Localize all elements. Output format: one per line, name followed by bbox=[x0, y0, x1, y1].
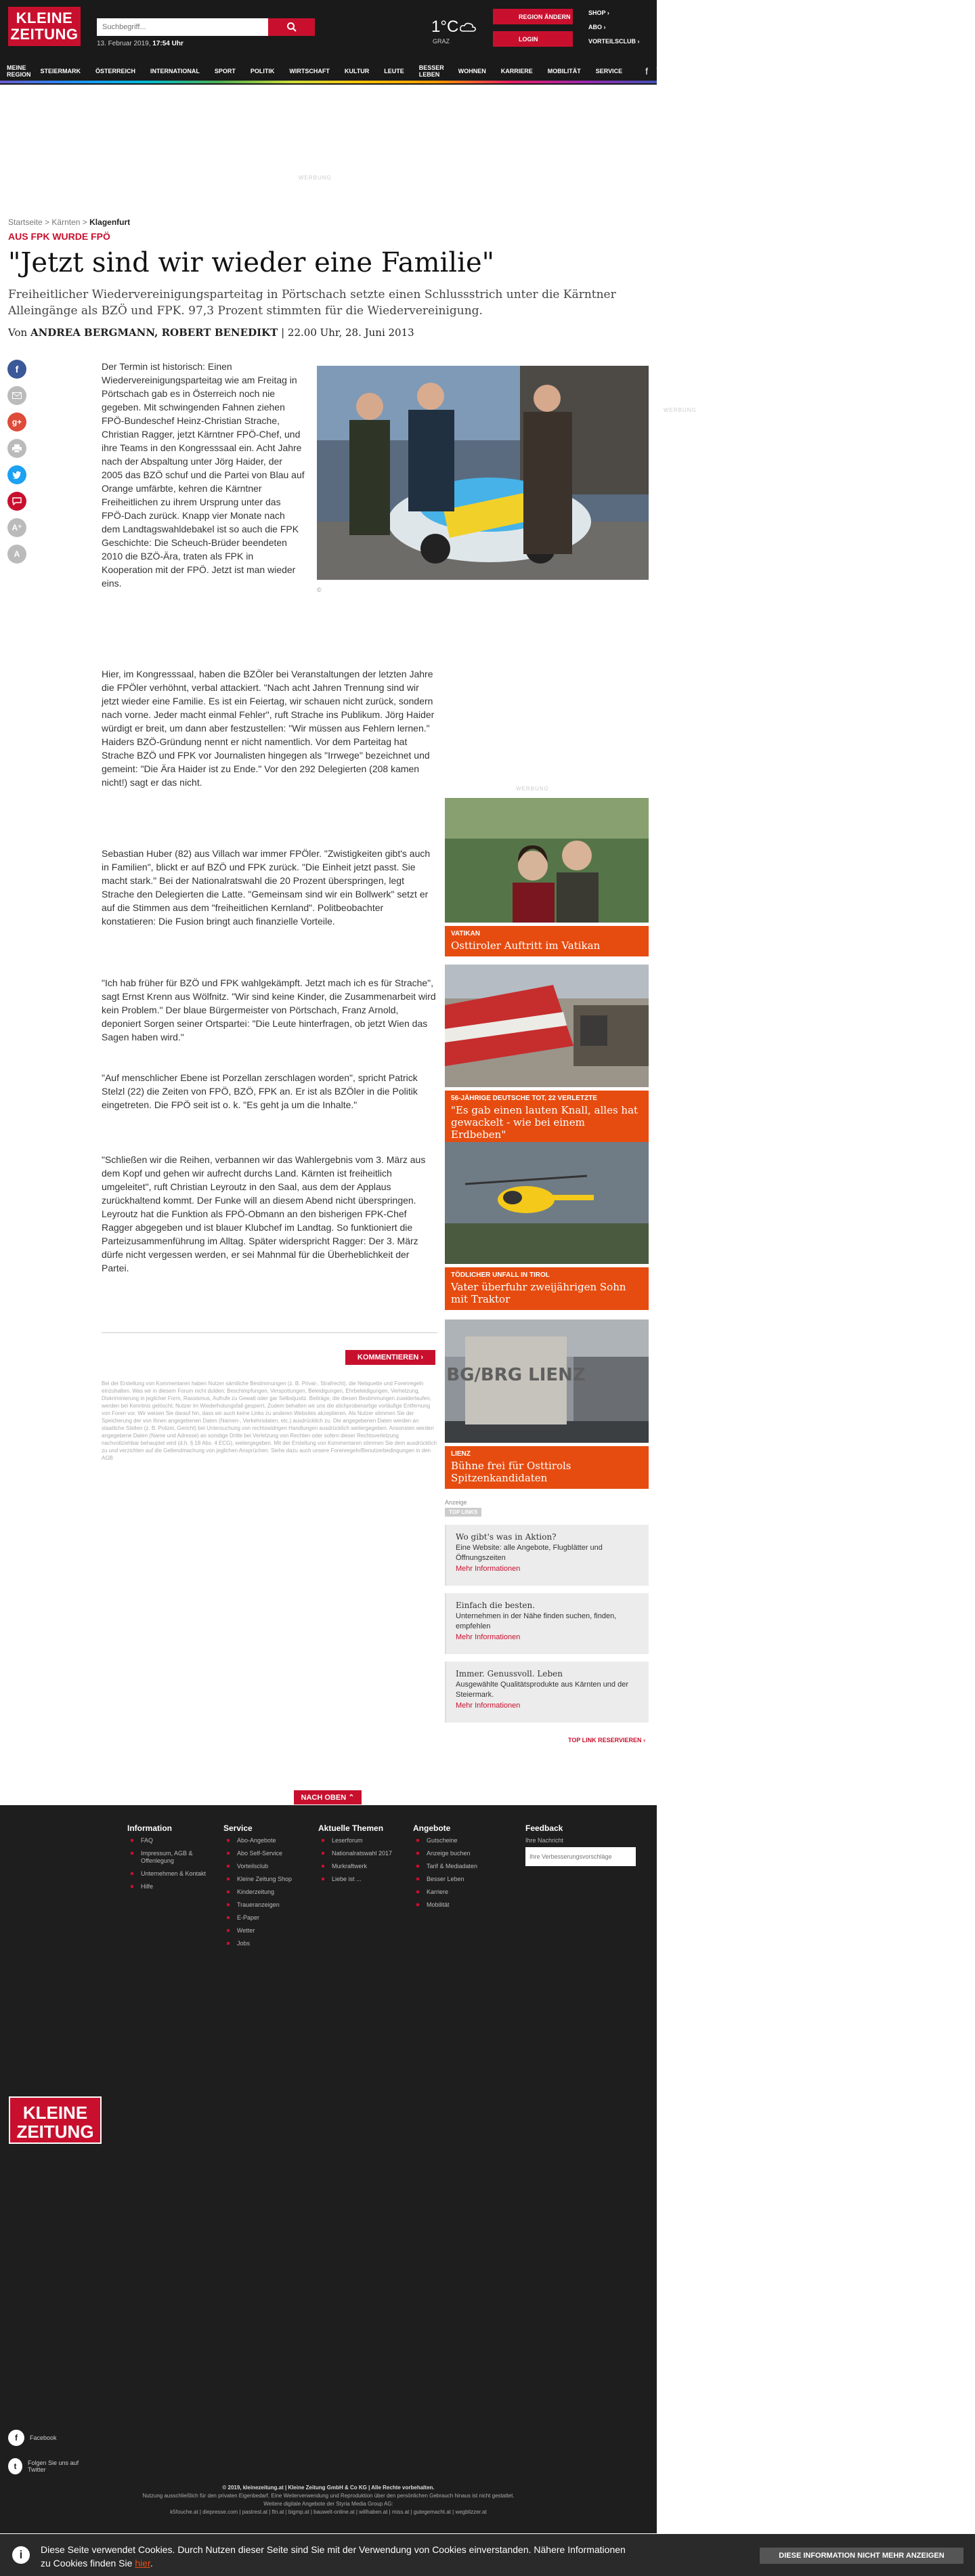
teaser-image-school-sign bbox=[445, 1319, 649, 1443]
site-logo[interactable] bbox=[8, 7, 81, 46]
article-lead: Freiheitlicher Wiedervereinigungsparteitag in Pörtschach setzte einen Schlussstrich unter die Kärntner Alleingänge als BZÖ und FPK. 97,3 Prozent stimmten für die Wiedervereinigung. bbox=[8, 288, 616, 318]
article-paragraph-3: Sebastian Huber (82) aus Villach war immer FPÖler. "Zwistigkeiten gibt's auch in Familien", blickt er auf BZÖ und FPK zurück. "Die Einheit jetzt passt. Sie macht stark." Bei der Nationalratswahl die 20 Prozent überspringen, legt Strache den Delegierten die Latte. "Gemeinsam sind wir ein Bollwerk" setzt er auf die Stimmen aus dem "freiheitlichen Kernland". Politbeobachter konstatieren: Die Fusion bringt auch finanzielle Vorteile. bbox=[102, 848, 431, 927]
nav-service[interactable]: SERVICE bbox=[595, 68, 623, 75]
footer-link[interactable]: Liebe ist ... bbox=[318, 1876, 392, 1883]
article-photo[interactable] bbox=[317, 366, 649, 580]
article-paragraph-1: Der Termin ist historisch: Einen Wiedervereinigungsparteitag wie am Freitag in Pörtschach gab es in Österreich noch nie gegeben. Mit schwingenden Fahnen ziehen FPÖ-Bundeschef Heinz-Christian Strache, Christian Ragger, jetzt Kärntner FPÖ-Chef, und ihre Teams in den Kongresssaal ein. Acht Jahre nach der Abspaltung unter Jörg Haider, der 2005 das BZÖ schuf und die Partei von Blau auf Orange umfärbte, kehren die Kärntner Freiheitlichen zu ihrem Ursprung unter das FPÖ-Dach zurück. Knapp vier Monate nach dem Landtagswahldebakel ist so auch die FPK Geschichte: Die Scheuch-Brüder beendeten 2010 die BZÖ-Ära, traten als FPK in Kooperation mit der FPÖ. Jetzt ist man wieder eins. bbox=[102, 361, 305, 589]
footer-link[interactable]: Abo Self-Service bbox=[223, 1850, 292, 1857]
comment-icon[interactable] bbox=[7, 492, 26, 511]
footer-col-information: Information FAQ Impressum, AGB & Offenlegung Unternehmen & Kontakt Hilfe bbox=[127, 1823, 207, 1890]
nav-oesterreich[interactable]: ÖSTERREICH bbox=[95, 68, 136, 75]
feedback-sublabel: Ihre Nachricht bbox=[525, 1837, 564, 1844]
politicians-photo bbox=[317, 366, 649, 580]
logo-line2: ZEITUNG bbox=[10, 26, 79, 43]
nav-mobilitaet[interactable]: MOBILITÄT bbox=[547, 68, 581, 75]
partner-links[interactable]: k5fouche.at | diepresse.com | pastrest.at | ftn.at | bigmp.at | bauwelt-online.at | willhaben.at | miss.at | gutegemacht.at | wegblizzer.at bbox=[170, 2509, 487, 2515]
font-smaller-icon[interactable]: A bbox=[7, 545, 26, 564]
footer-link[interactable]: Mobilität bbox=[413, 1901, 477, 1909]
teaser-card[interactable] bbox=[445, 1142, 649, 1310]
googleplus-share-icon[interactable]: g+ bbox=[7, 413, 26, 431]
shop-link[interactable]: SHOP › bbox=[588, 9, 609, 16]
logo-line1: KLEINE bbox=[16, 9, 73, 26]
toplink-title: Wo gibt's was in Aktion? bbox=[456, 1532, 557, 1542]
toplinks-badge: TOP LINKS bbox=[445, 1508, 481, 1517]
nav-wirtschaft[interactable]: WIRTSCHAFT bbox=[289, 68, 330, 75]
footer-link[interactable]: Kinderzeitung bbox=[223, 1888, 292, 1896]
nav-leute[interactable]: LEUTE bbox=[384, 68, 404, 75]
nav-politik[interactable]: POLITIK bbox=[250, 68, 275, 75]
nav-besser-leben[interactable]: BESSER LEBEN bbox=[418, 64, 444, 78]
nav-international[interactable]: INTERNATIONAL bbox=[150, 68, 200, 75]
teaser-image-vatikan bbox=[445, 798, 649, 923]
teaser-title: "Es gab einen lauten Knall, alles hat gewackelt - wie bei einem Erdbeben" bbox=[451, 1104, 638, 1141]
teaser-category: LIENZ bbox=[451, 1450, 471, 1458]
abo-link[interactable]: ABO › bbox=[588, 24, 606, 30]
footer-link[interactable]: E-Paper bbox=[223, 1914, 292, 1922]
temperature: 1°C bbox=[431, 18, 459, 36]
site-footer bbox=[0, 1805, 657, 2533]
toplink-box[interactable] bbox=[445, 1525, 649, 1586]
footer-link[interactable]: Tarif & Mediadaten bbox=[413, 1863, 477, 1870]
cookie-banner bbox=[0, 2534, 975, 2576]
ad-label-right: WERBUNG bbox=[664, 407, 697, 413]
whatsapp-icon[interactable] bbox=[675, 65, 685, 77]
nav-wohnen[interactable]: WOHNEN bbox=[458, 68, 486, 75]
article-paragraph-4: "Ich hab früher für BZÖ und FPK wahlgekämpft. Jetzt mach ich es für Strache", sagt Ernst Krenn aus Wölfnitz. "Wir sind keine Kinder, die Zusammenarbeit wird kein Problem." Der blaue Bürgermeister von Pörtschach, Franz Arnold, deponiert Sorgen seiner Ortspartei: "Die Leute hinterfragen, ob jetzt Wien das Sagen haben wird." bbox=[102, 977, 436, 1042]
teaser-card[interactable] bbox=[445, 798, 649, 956]
footer-col-feedback: Feedback Ihre Nachricht bbox=[525, 1823, 564, 1844]
footer-link[interactable]: Anzeige buchen bbox=[413, 1850, 477, 1857]
vorteilsclub-link[interactable]: VORTEILSCLUB › bbox=[588, 38, 640, 45]
teaser-title: Vater überfuhr zweijährigen Sohn mit Traktor bbox=[451, 1281, 626, 1305]
comment-disclaimer: Bei der Erstellung von Kommentaren haben Nutzer sämtliche Bestimmungen (z. B. Privat-, Strafrecht), die Netiquette und Forenregeln einzuhalten. Was wir in diesem Forum nicht dulden: Beschimpfungen, Verspottungen, Beleidigungen, Ehrbeleidigungen, Verhetzung, Diskriminierung in jeglicher Form, Rassismus, Aufrufe zu Gewalt oder gar Selbstjustiz. Beiträge, die diesen Bestimmungen zuwiderlaufen, werden bei Kenntnis gelöscht; Nutzer im Wiederholungsfall gesperrt. Zudem behalten wir uns die stichprobenartige vorläufige Entfernung von Foren vor. Wir weisen Sie darauf hin, dass wir auch keine Links zu anderen Websites akzeptieren. Als Nutzer stimmen Sie der Speicherung der von Ihnen angegebenen Daten (Namen-, Verkehrsdaten, etc.) ausdrücklich zu. Die angegebenen Daten werden an staatliche Stellen (z. B. Polizei, Gericht) bei Untersuchung von rechtswidrigen Handlungen ausdrücklich weitergegeben. Ansonsten werden angegebene Daten (Name und Adresse) an sonstige Dritte bei Verletzung von Rechten oder sofern dieser Rechtsverletzung nachvollziehbar behauptet wird (d.h. § 18 Abs. 4 ECG), weitergegeben. Mit der Erstellung von Kommentaren stimmen Sie dem ausdrücklich zu und verzichten auf die Geltendmachung von jeglichen Ansprüchen. Siehe dazu auch unsere Forenregeln/Benutzerbedingungen in den AGB bbox=[102, 1380, 437, 1461]
toplink-desc: Ausgewählte Qualitätsprodukte aus Kärnten und der Steiermark. bbox=[456, 1681, 628, 1699]
footer-twitter-link[interactable]: t Folgen Sie uns auf Twitter bbox=[8, 2458, 89, 2474]
footer-link[interactable]: Karriere bbox=[413, 1888, 477, 1896]
time-text: 17:54 Uhr bbox=[152, 40, 183, 47]
cloud-icon bbox=[459, 22, 477, 33]
article-byline: Von ANDREA BERGMANN, ROBERT BENEDIKT | 22.00 Uhr, 28. Juni 2013 bbox=[8, 326, 414, 339]
breadcrumb-current[interactable]: Klagenfurt bbox=[89, 217, 131, 227]
teaser-title: Bühne frei für Osttirols Spitzenkandidaten bbox=[451, 1460, 571, 1484]
footer-col-service: Service Abo-Angebote Abo Self-Service Vorteilsclub Kleine Zeitung Shop Kinderzeitung Traueranzeigen E-Paper Wetter Jobs bbox=[223, 1823, 292, 1947]
toplink-title: Einfach die besten. bbox=[456, 1601, 536, 1610]
teaser-card[interactable] bbox=[445, 965, 649, 1145]
footer-link[interactable]: Hilfe bbox=[127, 1883, 206, 1891]
weather-city: GRAZ bbox=[433, 38, 450, 45]
facebook-icon: f bbox=[8, 2430, 24, 2446]
article-paragraph-6: "Schließen wir die Reihen, verbannen wir das Wahlergebnis vom 3. März aus dem Kopf und gehen wir aufrecht durchs Land. Kärnten ist freiheitlich umgeleitet", ruft Christian Leyroutz in den Saal, aus dem der Applaus zurückhaltend kommt. Der Funke will an diesem Abend nicht überspringen. Leyroutz hat die Funktion als FPÖ-Obmann an den bisherigen FPK-Chef Ragger abgegeben und ist blauer Klubchef im Landtag. So funktioniert die Parteizusammenführung im Alltag. Später widerspricht Ragger: Der 3. März dürfe nicht vergessen werden, er sei Mahnmal für die Überheblichkeit der Partei. bbox=[102, 1154, 426, 1273]
nav-karriere[interactable]: KARRIERE bbox=[500, 68, 533, 75]
footer-link[interactable]: Murkraftwerk bbox=[318, 1863, 392, 1870]
share-bar bbox=[7, 360, 26, 571]
toplink-box[interactable] bbox=[445, 1662, 649, 1723]
nav-meine-region[interactable]: MEINE REGION bbox=[7, 64, 31, 78]
search-input[interactable] bbox=[97, 18, 268, 36]
teaser-text bbox=[445, 1091, 649, 1145]
info-icon: i bbox=[12, 2546, 30, 2564]
toplink-reserve-link[interactable]: TOP LINK RESERVIEREN › bbox=[568, 1737, 646, 1744]
footer-link[interactable]: Leserforum bbox=[318, 1837, 392, 1844]
facebook-share-icon[interactable]: f bbox=[7, 360, 26, 379]
toplink-more-link[interactable]: Mehr Informationen bbox=[456, 1633, 521, 1641]
footer-link[interactable]: Impressum, AGB & Offenlegung bbox=[127, 1850, 202, 1865]
toplinks-anzeige-label: Anzeige bbox=[445, 1499, 467, 1506]
footer-link[interactable]: Unternehmen & Kontakt bbox=[127, 1870, 206, 1878]
feedback-input[interactable] bbox=[525, 1847, 636, 1866]
search-icon bbox=[286, 22, 297, 33]
twitter-icon[interactable] bbox=[656, 66, 667, 77]
footer-link[interactable]: FAQ bbox=[127, 1837, 206, 1844]
font-larger-icon[interactable]: A⁺ bbox=[7, 518, 26, 537]
footer-copyright: © 2019, kleinezeitung.at | Kleine Zeitung GmbH & Co KG | Alle Rechte vorbehalten. Nutzung ausschließlich für den privaten Eigenbedarf. Eine Weiterverwendung und Reproduktion über den persönlichen Gebrauch hinaus ist nicht gestattet. Weitere digitale Angebote der Styria Media Group AG: k5fouche.at | diepresse.com | pastrest.at | ftn.at | bigmp.at | bauwelt-online.at | willhaben.at | miss.at | gutegemacht.at | wegblizzer.at bbox=[142, 2485, 515, 2515]
teaser-title: Osttiroler Auftritt im Vatikan bbox=[451, 939, 601, 952]
nav-color-bar bbox=[0, 81, 657, 83]
footer-link[interactable]: Wetter bbox=[223, 1927, 292, 1935]
teaser-text bbox=[445, 1267, 649, 1310]
twitter-icon: t bbox=[8, 2458, 22, 2474]
article-date: | 22.00 Uhr, 28. Juni 2013 bbox=[281, 326, 414, 339]
twitter-share-icon[interactable] bbox=[7, 465, 26, 484]
svg-text:BG/BRG LIENZ: BG/BRG LIENZ bbox=[446, 1365, 586, 1385]
main-nav bbox=[0, 62, 657, 81]
article-title: "Jetzt sind wir wieder eine Familie" bbox=[8, 247, 495, 278]
header-date bbox=[97, 40, 183, 47]
ad-label-sidebar: WERBUNG bbox=[516, 786, 549, 792]
cookie-info-link[interactable]: hier bbox=[135, 2558, 150, 2569]
breadcrumb-home[interactable]: Startseite bbox=[8, 217, 43, 227]
nav-kultur[interactable]: KULTUR bbox=[344, 68, 370, 75]
footer-col-themen: Aktuelle Themen Leserforum Nationalratswahl 2017 Murkraftwerk Liebe ist ... bbox=[318, 1823, 393, 1882]
article-authors: ANDREA BERGMANN, ROBERT BENEDIKT bbox=[30, 326, 278, 339]
weather-widget[interactable] bbox=[431, 18, 459, 45]
article-kicker: AUS FPK WURDE FPÖ bbox=[8, 231, 110, 242]
login-button[interactable]: LOGIN bbox=[493, 31, 573, 47]
article-paragraph-2: Hier, im Kongresssaal, haben die BZÖler bei Veranstaltungen der letzten Jahre die FPÖler verhöhnt, verbal attackiert. "Nach acht Jahren Trennung sind wir jetzt wieder eine Familie. Es ist ein Feiertag, wir schauen nicht zurück, sondern nach vorne. Jeder macht einmal Fehler", ruft Strache ins Publikum. Jörg Haider würdigt er breit, um dann aber festzustellen: "Wir müssen aus Fehlern lernen." Haiders BZÖ-Gründung nennt er nicht namentlich. Vor dem Parteitag hat Strache BZÖ und FPK vor Journalisten hingegen als "Irrwege" bezeichnet und gemeint: "Die Ära Haider ist zu Ende." Vor den 292 Delegierten (208 kamen nicht!) sagt er das nicht. bbox=[102, 669, 435, 788]
toplink-desc: Unternehmen in der Nähe finden suchen, finden, empfehlen bbox=[456, 1612, 617, 1630]
footer-link[interactable]: Traueranzeigen bbox=[223, 1901, 292, 1909]
teaser-image-helicopter bbox=[445, 1142, 649, 1264]
header-links bbox=[588, 9, 640, 52]
teaser-category: VATIKAN bbox=[451, 930, 480, 937]
footer-link[interactable]: Kleine Zeitung Shop bbox=[223, 1876, 292, 1883]
nav-sport[interactable]: SPORT bbox=[214, 68, 236, 75]
toplink-more-link[interactable]: Mehr Informationen bbox=[456, 1702, 521, 1710]
search-button[interactable] bbox=[268, 18, 315, 36]
cookie-dismiss-button[interactable]: DIESE INFORMATION NICHT MEHR ANZEIGEN bbox=[760, 2548, 963, 2564]
breadcrumb-kaernten[interactable]: Kärnten bbox=[51, 217, 81, 227]
article-paragraph-5: "Auf menschlicher Ebene ist Porzellan zerschlagen worden", spricht Patrick Stelzl (22) die Zeiten von FPÖ, BZÖ, FPK an. Er ist als BZÖler in die Politik eingetreten. Die FPÖ seit ist o. k. "Es geht ja um die Inhalte." bbox=[102, 1072, 418, 1110]
back-to-top-button[interactable]: NACH OBEN ⌃ bbox=[294, 1790, 362, 1804]
footer-link[interactable]: Jobs bbox=[223, 1940, 292, 1947]
teaser-category: 56-JÄHRIGE DEUTSCHE TOT, 22 VERLETZTE bbox=[451, 1095, 597, 1102]
teaser-card[interactable] bbox=[445, 1319, 649, 1489]
teaser-category: TÖDLICHER UNFALL IN TIROL bbox=[451, 1271, 550, 1279]
cookie-message: Diese Seite verwendet Cookies. Durch Nutzen dieser Seite sind Sie mit der Verwendung von Cookies einverstanden. Nähere Informationen zu Cookies finden Sie hier. bbox=[41, 2544, 626, 2569]
email-share-icon[interactable] bbox=[7, 386, 26, 405]
nav-steiermark[interactable]: STEIERMARK bbox=[40, 68, 81, 75]
footer-link[interactable]: Nationalratswahl 2017 bbox=[318, 1850, 392, 1857]
breadcrumb: Startseite > Kärnten > Klagenfurt bbox=[8, 217, 131, 227]
toplink-box[interactable] bbox=[445, 1593, 649, 1654]
photo-copyright: © bbox=[317, 587, 322, 593]
teaser-text bbox=[445, 1446, 649, 1489]
teaser-image-train bbox=[445, 965, 649, 1087]
footer-link[interactable]: Besser Leben bbox=[413, 1876, 477, 1883]
facebook-icon[interactable]: f bbox=[645, 66, 648, 77]
ad-label-top: WERBUNG bbox=[299, 175, 332, 181]
print-icon[interactable] bbox=[7, 439, 26, 458]
toplink-title: Immer. Genussvoll. Leben bbox=[456, 1669, 563, 1678]
footer-facebook-link[interactable]: f Facebook bbox=[8, 2430, 57, 2446]
footer-link[interactable]: Vorteilsclub bbox=[223, 1863, 292, 1870]
region-change-button[interactable]: REGION ÄNDERN bbox=[493, 9, 573, 24]
date-text: 13. Februar 2019, bbox=[97, 40, 151, 47]
footer-link[interactable]: Gutscheine bbox=[413, 1837, 477, 1844]
toplink-desc: Eine Website: alle Angebote, Flugblätter und Öffnungszeiten bbox=[456, 1544, 603, 1562]
toplink-more-link[interactable]: Mehr Informationen bbox=[456, 1565, 521, 1573]
footer-link[interactable]: Abo-Angebote bbox=[223, 1837, 292, 1844]
site-header bbox=[0, 0, 657, 85]
footer-logo[interactable]: KLEINE ZEITUNG bbox=[9, 2096, 102, 2144]
footer-col-angebote: Angebote Gutscheine Anzeige buchen Tarif & Mediadaten Besser Leben Karriere Mobilität bbox=[413, 1823, 478, 1908]
teaser-text bbox=[445, 926, 649, 956]
comment-divider bbox=[102, 1332, 437, 1333]
comment-button[interactable]: KOMMENTIEREN › bbox=[345, 1350, 435, 1365]
